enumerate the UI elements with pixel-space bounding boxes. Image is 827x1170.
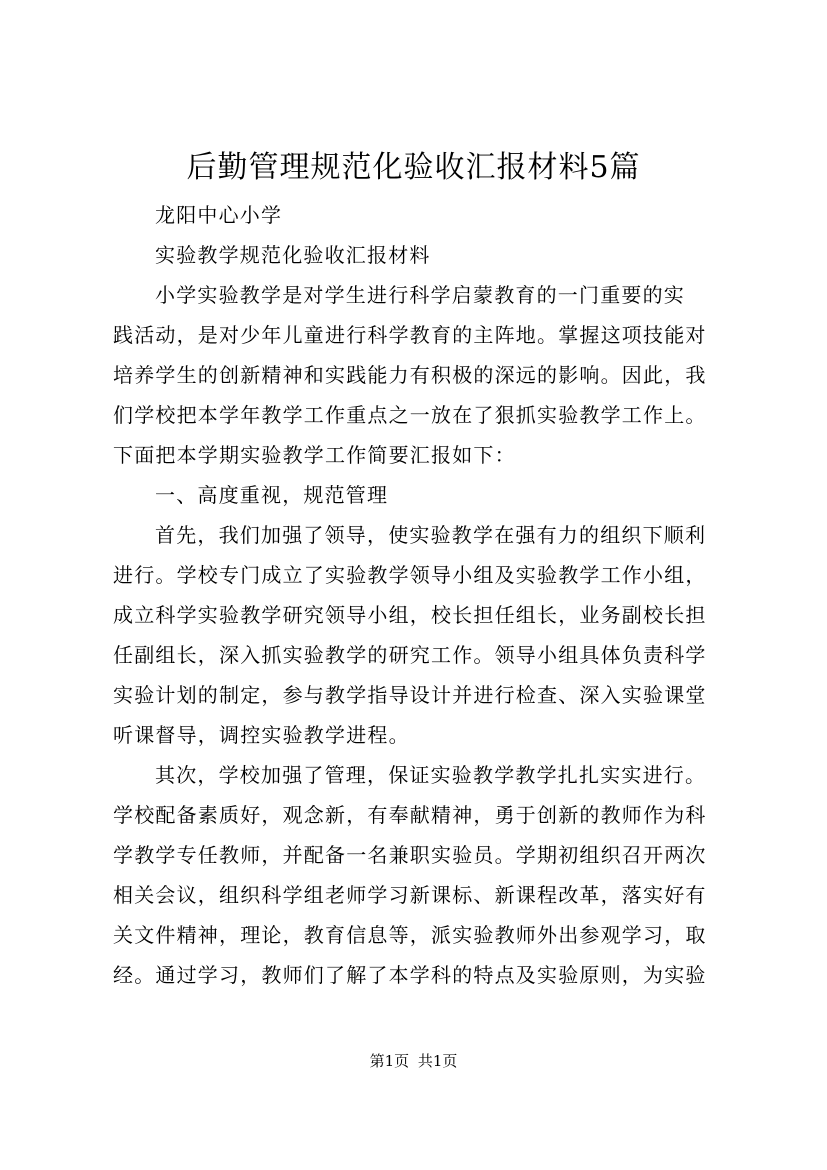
page-number: 第1页 — [369, 1052, 410, 1070]
text-line: 践活动，是对少年儿童进行科学教育的主阵地。掌握这项技能对 — [113, 323, 707, 347]
text-line: 听课督导，调控实验教学进程。 — [113, 723, 410, 747]
text-line: 实验教学规范化验收汇报材料 — [155, 243, 431, 267]
text-line: 下面把本学期实验教学工作简要汇报如下： — [113, 443, 516, 467]
page-footer — [0, 1051, 827, 1071]
text-line: 们学校把本学年教学工作重点之一放在了狠抓实验教学工作上。 — [113, 403, 707, 427]
text-line: 培养学生的创新精神和实践能力有积极的深远的影响。因此，我 — [113, 363, 707, 387]
text-line: 小学实验教学是对学生进行科学启蒙教育的一门重要的实 — [155, 283, 685, 307]
text-line: 学校配备素质好，观念新，有奉献精神，勇于创新的教师作为科 — [113, 803, 707, 827]
text-line: 实验计划的制定，参与教学指导设计并进行检查、深入实验课堂 — [113, 683, 707, 707]
text-line: 任副组长，深入抓实验教学的研究工作。领导小组具体负责科学 — [113, 643, 707, 667]
text-line: 学教学专任教师，并配备一名兼职实验员。学期初组织召开两次 — [113, 843, 707, 867]
text-line: 成立科学实验教学研究领导小组，校长担任组长，业务副校长担 — [113, 603, 707, 627]
document-title: 后勤管理规范化验收汇报材料5篇 — [186, 150, 641, 185]
text-line: 其次，学校加强了管理，保证实验教学教学扎扎实实进行。 — [155, 763, 707, 787]
page-total: 共1页 — [417, 1052, 458, 1070]
text-line: 龙阳中心小学 — [155, 203, 283, 227]
text-line: 关文件精神，理论，教育信息等，派实验教师外出参观学习，取 — [113, 923, 707, 947]
text-line: 一、高度重视，规范管理 — [155, 483, 389, 507]
document-body — [113, 195, 741, 995]
text-line: 相关会议，组织科学组老师学习新课标、新课程改革，落实好有 — [113, 883, 707, 907]
text-line: 进行。学校专门成立了实验教学领导小组及实验教学工作小组， — [113, 563, 707, 587]
text-line: 经。通过学习，教师们了解了本学科的特点及实验原则，为实验 — [113, 963, 707, 987]
text-line: 首先，我们加强了领导，使实验教学在强有力的组织下顺利 — [155, 523, 707, 547]
